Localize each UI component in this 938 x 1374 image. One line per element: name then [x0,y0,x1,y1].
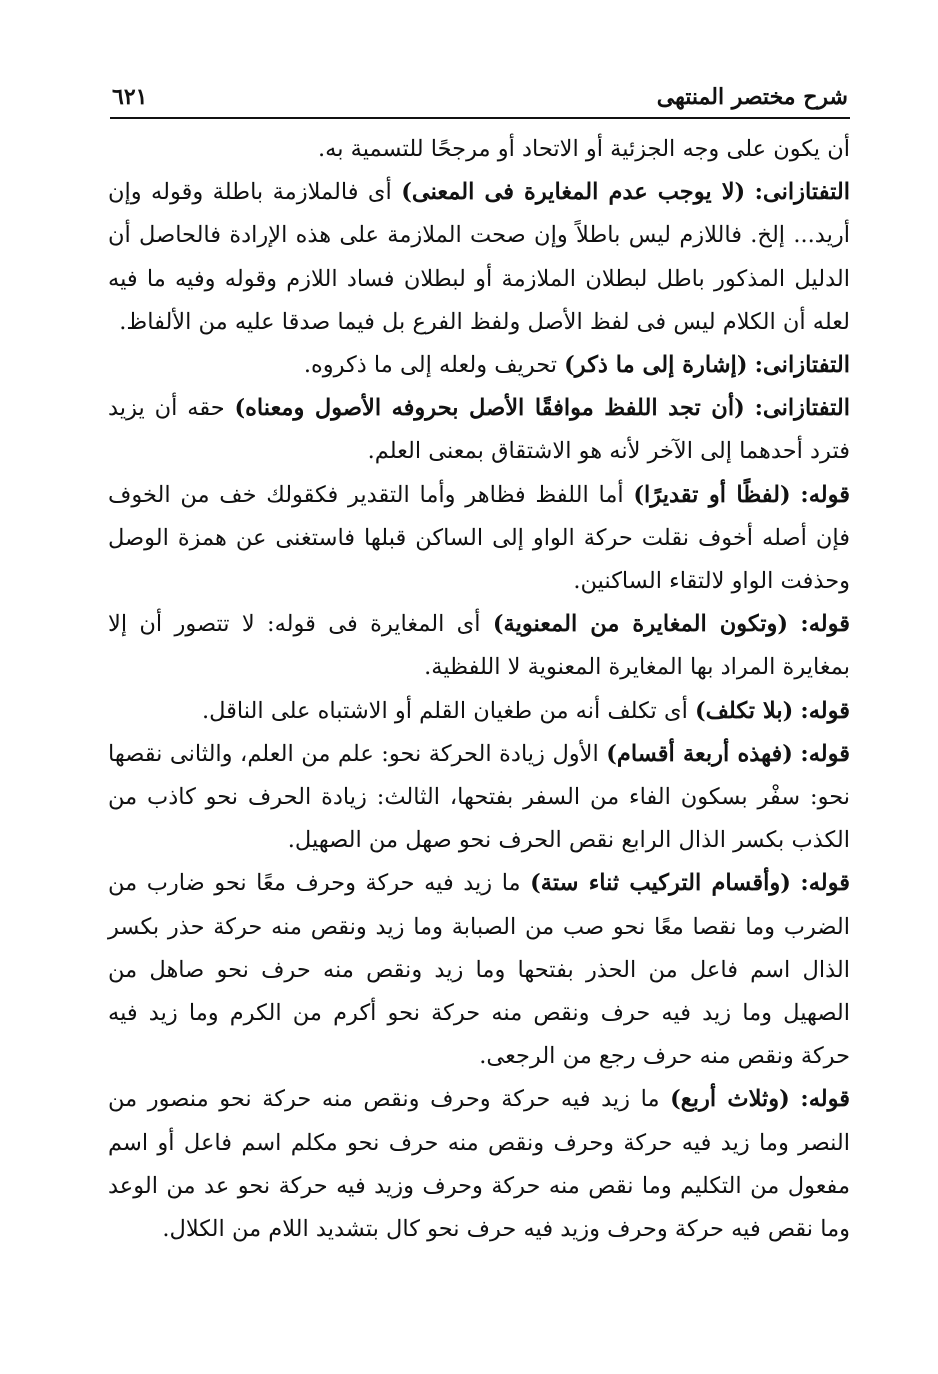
paragraph-label: قوله: [800,697,850,724]
paragraph [108,862,850,1078]
paragraph-quote: (بلا تكلف) [694,697,794,724]
paragraph-label: قوله: [800,870,851,897]
paragraph-label: قوله: [800,740,851,767]
paragraph-quote: (لا يوجب عدم المغايرة فى المعنى) [401,179,746,206]
paragraph-text: تحريف ولعله إلى ما ذكروه. [303,352,557,379]
paragraph [108,733,850,863]
paragraph [108,690,850,733]
running-title: شرح مختصر المنتهى [656,84,848,110]
paragraph [108,128,850,171]
paragraph-text: أى فالملازمة باطلة وقوله وإن أريد... إلخ. فاللازم ليس باطلاً وإن صحت الملازمة على هذه الإرادة فالحاصل أن الدليل المذكور باطل لبطلان الملازمة أو لبطلان فساد اللازم وقوله وفيه ما فيه لعله أن الكلام ليس فى لفظ الأصل ولفظ الفرع بل فيما صدقا عليه من الألفاظ. [108,179,850,335]
paragraph [108,171,850,344]
paragraph-label: قوله: [800,481,850,508]
paragraph [108,1078,850,1251]
paragraph-text: أن يكون على وجه الجزئية أو الاتحاد أو مرجحًا للتسمية به. [318,136,850,162]
paragraph-text: ما زيد فيه حركة وحرف معًا نحو ضارب من الضرب وما نقصا معًا نحو صب من الصبابة وما زيد ونقص منه حركة حذر بكسر الذال اسم فاعل من الحذر بفتحها وما زيد ونقص منه حرف نحو صاهل من الصهيل وما زيد فيه حرف ونقص منه حركة نحو أكرم من الكرم وما زيد فيه حركة ونقص منه حرف رجع من الرجعى. [108,870,850,1070]
paragraph-text: ما زيد فيه حركة وحرف ونقص منه حركة نحو منصور من النصر وما زيد فيه حركة وحرف ونقص منه حرف نحو مكلم اسم فاعل أو اسم مفعول من التكليم وما نقص منه حركة وحرف وزيد فيه حركة نحو عد من الوعد وما نقص فيه حركة وحرف وزيد فيه حرف نحو كال بتشديد اللام من الكلال. [108,1086,850,1243]
paragraph-text: حقه أن يزيد فترد أحدهما إلى الآخر لأنه هو الاشتقاق بمعنى العلم. [108,395,850,465]
page-header [112,80,848,116]
header-rule [110,117,850,119]
paragraph-quote: (وتكون المغايرة من المعنوية) [492,611,789,638]
paragraph-text: الأول زيادة الحركة نحو: علم من العلم، والثانى نقصها نحو: سفْر بسكون الفاء من السفر بفتحها، الثالث: زيادة الحرف نحو كاذب من الكذب بكسر الذال الرابع نقص الحرف نحو صهل من الصهيل. [108,740,850,854]
paragraph-quote: (إشارة إلى ما ذكر) [564,352,748,379]
paragraph-quote: (وأقسام التركيب ثناء ستة) [530,870,791,897]
paragraph [108,387,850,473]
paragraph-quote: (لفظًا أو تقديرًا) [633,481,791,508]
paragraph-label: قوله: [800,611,850,638]
paragraph [108,603,850,689]
paragraph-text: أى المغايرة فى قوله: لا تتصور أن إلا بمغايرة المراد بها المغايرة المعنوية لا اللفظية. [108,611,850,681]
paragraph [108,474,850,604]
paragraph-text: أى تكلف أنه من طغيان القلم أو الاشتباه على الناقل. [201,697,688,724]
paragraph-text: أما اللفظ فظاهر وأما التقدير فكقولك خف من الخوف فإن أصله أخوف نقلت حركة الواو إلى الساكن قبلها فاستغنى عن همزة الوصل وحذفت الواو لالتقاء الساكنين. [108,481,850,595]
page-body [108,128,850,1251]
paragraph-label: التفتازانى: [754,179,850,206]
paragraph-label: التفتازانى: [754,395,850,422]
paragraph-quote: (أن تجد اللفظ موافقًا الأصل بحروفه الأصول ومعناه) [234,395,745,422]
paragraph-label: قوله: [800,1086,851,1113]
paragraph-quote: (فهذه أربعة أقسام) [606,740,793,767]
paragraph [108,344,850,387]
paragraph-quote: (وثلاث أربع) [670,1086,790,1113]
page-number: ٦٢١ [112,84,148,110]
paragraph-label: التفتازانى: [754,352,850,379]
